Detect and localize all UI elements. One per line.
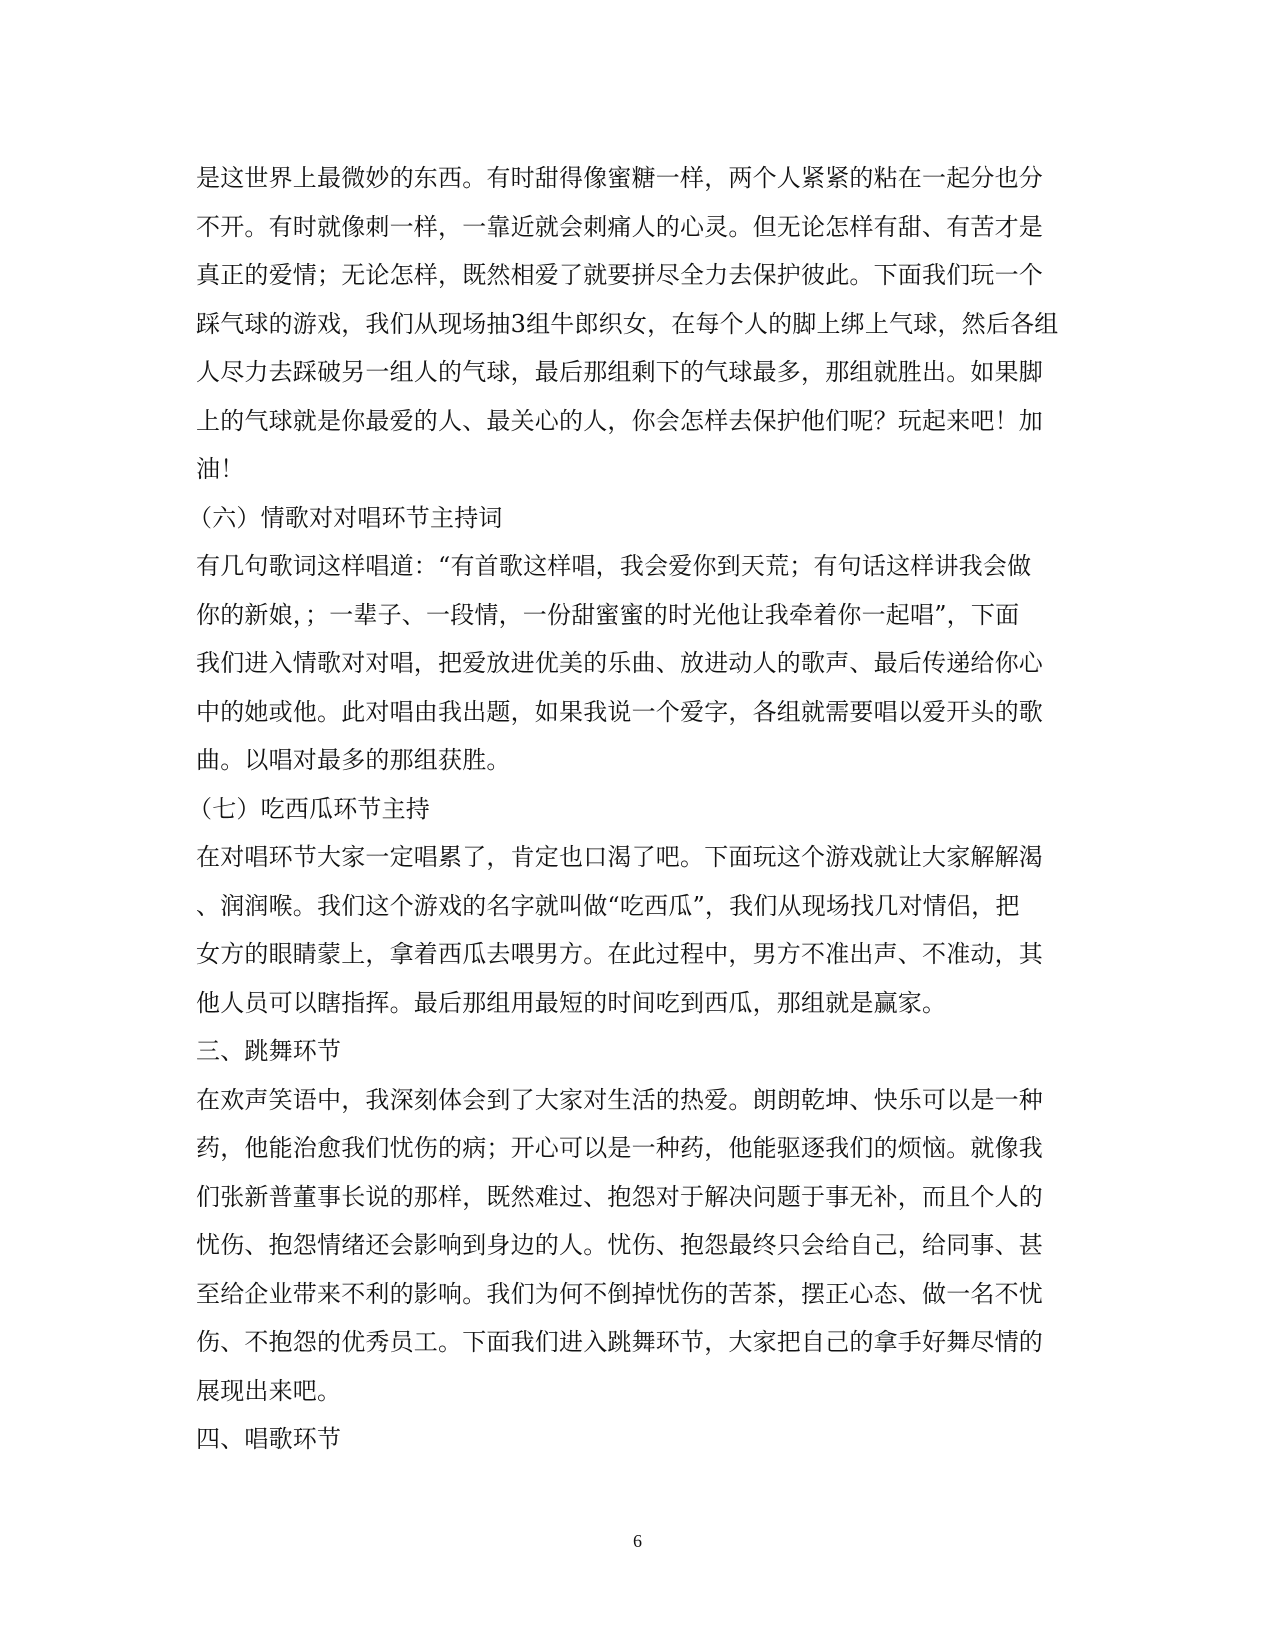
text-line: 至给企业带来不利的影响。我们为何不倒掉忧伤的苦茶，摆正心态、做一名不忧 bbox=[196, 1279, 1043, 1308]
text-line: 人尽力去踩破另一组人的气球，最后那组剩下的气球最多，那组就胜出。如果脚 bbox=[196, 358, 1043, 386]
section-heading-4: 四、唱歌环节 bbox=[196, 1425, 342, 1453]
text-line: 药，他能治愈我们忧伤的病；开心可以是一种药，他能驱逐我们的烦恼。就像我 bbox=[196, 1134, 1043, 1162]
text-line: 女方的眼睛蒙上，拿着西瓜去喂男方。在此过程中，男方不准出声、不准动，其 bbox=[196, 940, 1043, 968]
text-line: 你的新娘，；一辈子、一段情，一份甜蜜蜜的时光他让我牵着你一起唱”，下面 bbox=[196, 600, 1020, 629]
text-line: 真正的爱情；无论怎样，既然相爱了就要拼尽全力去保护彼此。下面我们玩一个 bbox=[196, 261, 1043, 289]
section-heading-6: （六）情歌对对唱环节主持词 bbox=[188, 503, 503, 532]
text-line: 上的气球就是你最爱的人、最关心的人，你会怎样去保护他们呢？玩起来吧！加 bbox=[196, 406, 1043, 435]
body-text bbox=[188, 154, 1076, 1464]
section-heading-3: 三、跳舞环节 bbox=[196, 1037, 342, 1065]
text-line: 油！ bbox=[196, 455, 245, 483]
text-line: 在对唱环节大家一定唱累了，肯定也口渴了吧。下面玩这个游戏就让大家解解渴 bbox=[196, 843, 1043, 871]
text-line: 伤、不抱怨的优秀员工。下面我们进入跳舞环节，大家把自己的拿手好舞尽情的 bbox=[196, 1328, 1043, 1356]
section-heading-7: （七）吃西瓜环节主持 bbox=[188, 794, 430, 823]
text-line: 在欢声笑语中，我深刻体会到了大家对生活的热爱。朗朗乾坤、快乐可以是一种 bbox=[196, 1085, 1043, 1114]
text-line: 不开。有时就像刺一样，一靠近就会刺痛人的心灵。但无论怎样有甜、有苦才是 bbox=[196, 212, 1043, 241]
page-number: 6 bbox=[633, 1531, 642, 1551]
text-line: 忧伤、抱怨情绪还会影响到身边的人。忧伤、抱怨最终只会给自己，给同事、甚 bbox=[196, 1231, 1043, 1259]
text-line: 有几句歌词这样唱道：“有首歌这样唱，我会爱你到天荒；有句话这样讲我会做 bbox=[196, 552, 1032, 580]
text-line: 们张新普董事长说的那样，既然难过、抱怨对于解决问题于事无补，而且个人的 bbox=[196, 1182, 1043, 1211]
text-line: 踩气球的游戏，我们从现场抽3组牛郎织女，在每个人的脚上绑上气球，然后各组 bbox=[196, 309, 1059, 338]
text-line: 是这世界上最微妙的东西。有时甜得像蜜糖一样，两个人紧紧的粘在一起分也分 bbox=[196, 164, 1043, 192]
text-line: 中的她或他。此对唱由我出题，如果我说一个爱字，各组就需要唱以爱开头的歌 bbox=[196, 697, 1043, 726]
text-line: 、润润喉。我们这个游戏的名字就叫做“吃西瓜”，我们从现场找几对情侣，把 bbox=[196, 891, 1020, 920]
text-line: 我们进入情歌对对唱，把爱放进优美的乐曲、放进动人的歌声、最后传递给你心 bbox=[196, 649, 1043, 677]
text-line: 展现出来吧。 bbox=[196, 1376, 342, 1405]
text-line: 他人员可以瞎指挥。最后那组用最短的时间吃到西瓜，那组就是赢家。 bbox=[196, 988, 947, 1017]
text-line: 曲。以唱对最多的那组获胜。 bbox=[196, 746, 511, 774]
